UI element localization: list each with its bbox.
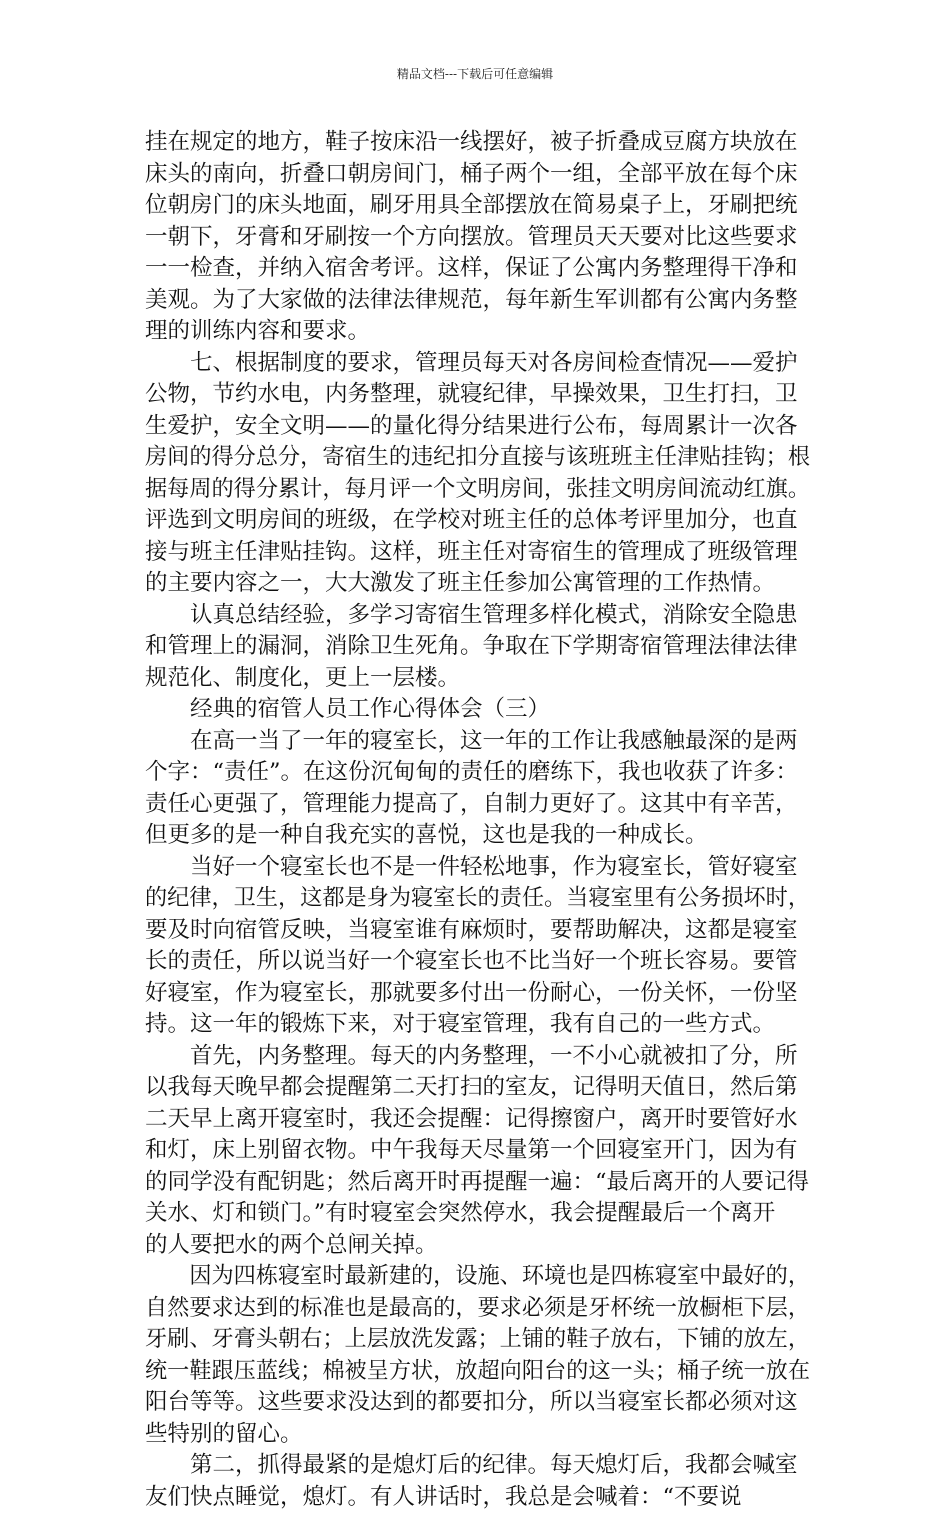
text-line: 但更多的是一种自我充实的喜悦，这也是我的一种成长。 — [145, 820, 810, 852]
text-line: 首先，内务整理。每天的内务整理，一不小心就被扣了分，所 — [145, 1041, 810, 1073]
text-line: 关水、灯和锁门。”有时寝室会突然停水，我会提醒最后一个离开 — [145, 1198, 810, 1230]
text-line: 挂在规定的地方，鞋子按床沿一线摆好，被子折叠成豆腐方块放在 — [145, 127, 810, 159]
page-header: 精品文档---下载后可任意编辑 — [0, 66, 950, 82]
text-line: 的同学没有配钥匙；然后离开时再提醒一遍：“最后离开的人要记得 — [145, 1167, 810, 1199]
text-line: 统一鞋跟压蓝线；棉被呈方状，放超向阳台的这一头；桶子统一放在 — [145, 1356, 800, 1388]
text-line: 持。这一年的锻炼下来，对于寝室管理，我有自己的一些方式。 — [145, 1009, 810, 1041]
text-line: 房间的得分总分，寄宿生的违纪扣分直接与该班班主任津贴挂钩；根 — [145, 442, 800, 474]
text-line: 因为四栋寝室时最新建的，设施、环境也是四栋寝室中最好的， — [145, 1261, 800, 1293]
text-line: 以我每天晚早都会提醒第二天打扫的室友，记得明天值日，然后第 — [145, 1072, 810, 1104]
text-line: 些特别的留心。 — [145, 1419, 810, 1451]
text-line: 理的训练内容和要求。 — [145, 316, 810, 348]
text-line: 要及时向宿管反映，当寝室谁有麻烦时，要帮助解决，这都是寝室 — [145, 915, 810, 947]
text-line: 在高一当了一年的寝室长，这一年的工作让我感触最深的是两 — [145, 726, 810, 758]
text-line: 的纪律，卫生，这都是身为寝室长的责任。当寝室里有公务损坏时， — [145, 883, 800, 915]
text-line: 和灯，床上别留衣物。中午我每天尽量第一个回寝室开门，因为有 — [145, 1135, 810, 1167]
text-line: 当好一个寝室长也不是一件轻松地事，作为寝室长，管好寝室 — [145, 852, 810, 884]
text-line: 一一检查，并纳入宿舍考评。这样，保证了公寓内务整理得干净和 — [145, 253, 810, 285]
text-line: 和管理上的漏洞，消除卫生死角。争取在下学期寄宿管理法律法律 — [145, 631, 810, 663]
text-line: 公物，节约水电，内务整理，就寝纪律，早操效果，卫生打扫，卫 — [145, 379, 810, 411]
text-line: 第二，抓得最紧的是熄灯后的纪律。每天熄灯后，我都会喊室 — [145, 1450, 810, 1482]
text-line: 七、根据制度的要求，管理员每天对各房间检查情况——爱护 — [145, 348, 810, 380]
text-line: 认真总结经验，多学习寄宿生管理多样化模式，消除安全隐患 — [145, 600, 810, 632]
text-line: 规范化、制度化，更上一层楼。 — [145, 663, 810, 695]
text-line: 接与班主任津贴挂钩。这样，班主任对寄宿生的管理成了班级管理 — [145, 537, 810, 569]
text-line: 个字：“责任”。在这份沉甸甸的责任的磨练下，我也收获了许多： — [145, 757, 810, 789]
text-line: 好寝室，作为寝室长，那就要多付出一份耐心，一份关怀，一份坚 — [145, 978, 810, 1010]
text-line: 一朝下，牙膏和牙刷按一个方向摆放。管理员天天要对比这些要求 — [145, 222, 810, 254]
text-line: 二天早上离开寝室时，我还会提醒：记得擦窗户，离开时要管好水 — [145, 1104, 810, 1136]
text-line: 床头的南向，折叠口朝房间门，桶子两个一组，全部平放在每个床 — [145, 159, 810, 191]
text-line: 友们快点睡觉，熄灯。有人讲话时，我总是会喊着：“不要说 — [145, 1482, 810, 1513]
document-body — [145, 127, 810, 1513]
text-line: 经典的宿管人员工作心得体会（三） — [145, 694, 810, 726]
text-line: 评选到文明房间的班级，在学校对班主任的总体考评里加分，也直 — [145, 505, 810, 537]
text-line: 的人要把水的两个总闸关掉。 — [145, 1230, 810, 1262]
text-line: 责任心更强了，管理能力提高了，自制力更好了。这其中有辛苦， — [145, 789, 810, 821]
text-line: 据每周的得分累计，每月评一个文明房间，张挂文明房间流动红旗。 — [145, 474, 800, 506]
text-line: 的主要内容之一，大大激发了班主任参加公寓管理的工作热情。 — [145, 568, 810, 600]
text-line: 生爱护，安全文明——的量化得分结果进行公布，每周累计一次各 — [145, 411, 810, 443]
text-line: 阳台等等。这些要求没达到的都要扣分，所以当寝室长都必须对这 — [145, 1387, 810, 1419]
text-line: 位朝房门的床头地面，刷牙用具全部摆放在简易桌子上，牙刷把统 — [145, 190, 810, 222]
text-line: 长的责任，所以说当好一个寝室长也不比当好一个班长容易。要管 — [145, 946, 810, 978]
text-line: 美观。为了大家做的法律法律规范，每年新生军训都有公寓内务整 — [145, 285, 810, 317]
text-line: 自然要求达到的标准也是最高的，要求必须是牙杯统一放橱柜下层， — [145, 1293, 800, 1325]
text-line: 牙刷、牙膏头朝右；上层放洗发露；上铺的鞋子放右，下铺的放左， — [145, 1324, 800, 1356]
